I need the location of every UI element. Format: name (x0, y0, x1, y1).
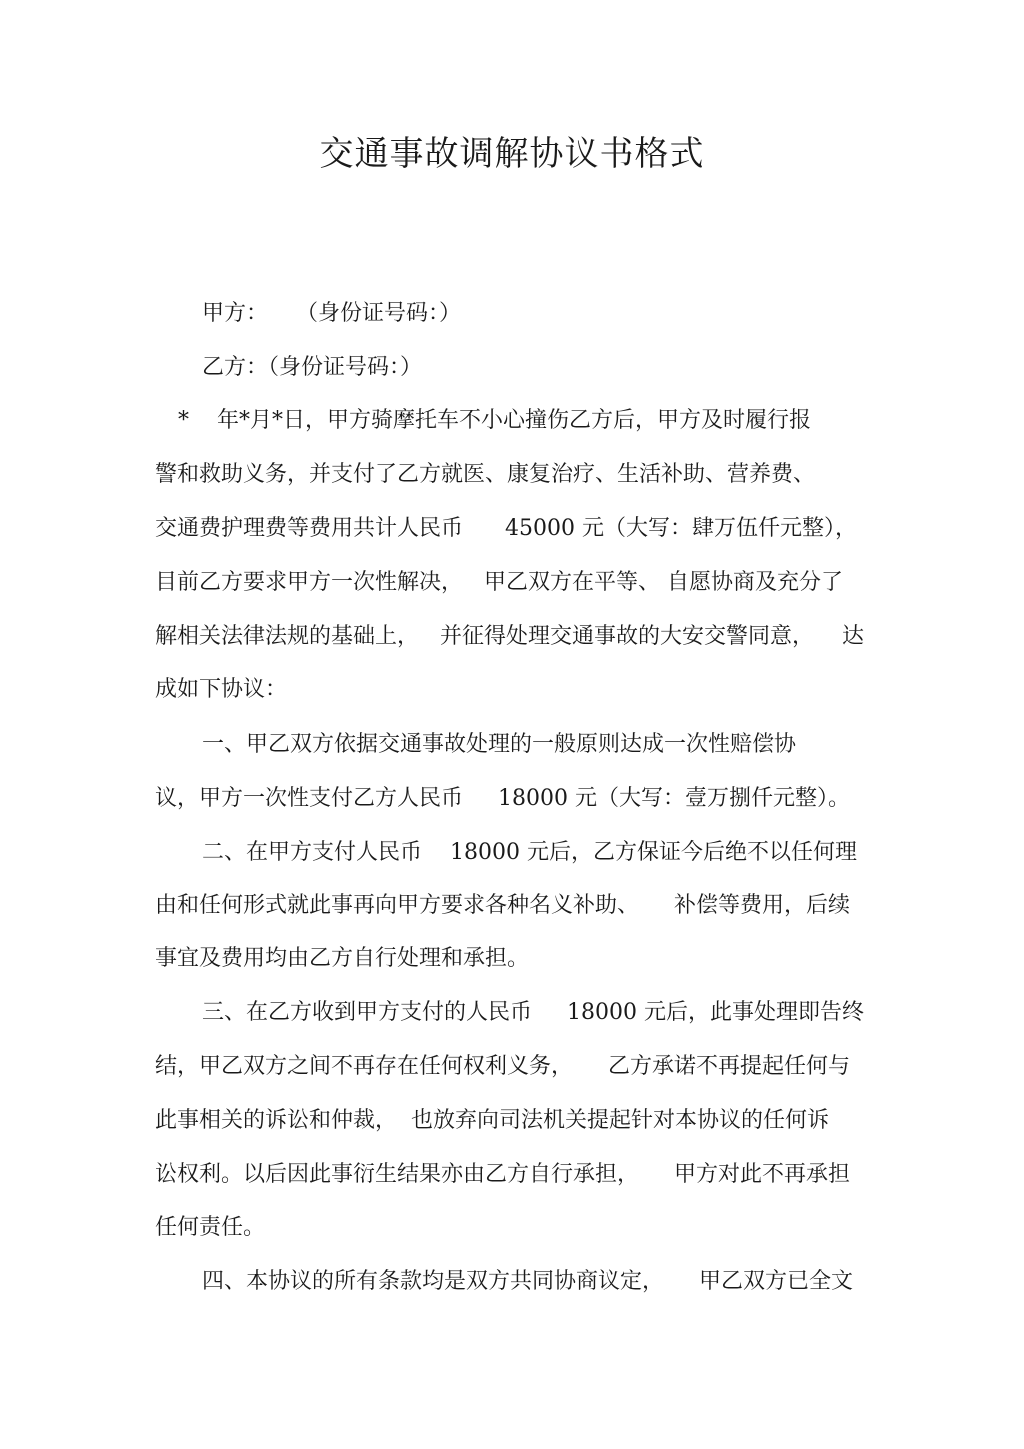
clause-3-line: 此事相关的诉讼和仲裁， 也放弃向司法机关提起针对本协议的任何诉 (155, 1108, 829, 1133)
party-a-line: 甲方： （身份证号码：） (202, 301, 461, 326)
clause-2-line: 由和任何形式就此事再向甲方要求各种名义补助、 补偿等费用，后续 (155, 893, 850, 918)
body-line: 解相关法律法规的基础上， 并征得处理交通事故的大安交警同意， 达 (155, 624, 864, 649)
clause-3-line: 讼权利。以后因此事衍生结果亦由乙方自行承担， 甲方对此不再承担 (155, 1162, 850, 1187)
clause-1-line: 一、甲乙双方依据交通事故处理的一般原则达成一次性赔偿协 (202, 732, 797, 757)
party-b-line: 乙方：（身份证号码：） (202, 355, 423, 380)
body-line: 交通费护理费等费用共计人民币 45000 元（大写：肆万伍仟元整）， (155, 516, 857, 541)
clause-2-line: 二、在甲方支付人民币 18000 元后，乙方保证今后绝不以任何理 (202, 840, 857, 865)
body-line: 成如下协议： (155, 677, 288, 702)
clause-2-line: 事宜及费用均由乙方自行处理和承担。 (155, 946, 530, 971)
clause-1-line: 议，甲方一次性支付乙方人民币 18000 元（大写：壹万捌仟元整）。 (155, 786, 850, 811)
body-line: 警和救助义务，并支付了乙方就医、康复治疗、生活补助、营养费、 (155, 462, 816, 487)
clause-3-line: 三、在乙方收到甲方支付的人民币 18000 元后，此事处理即告终 (202, 1000, 864, 1025)
body-line: 目前乙方要求甲方一次性解决， 甲乙双方在平等、 自愿协商及充分了 (155, 570, 843, 595)
clause-4-line: 四、本协议的所有条款均是双方共同协商议定， 甲乙双方已全文 (202, 1269, 853, 1294)
clause-3-line: 结，甲乙双方之间不再存在任何权利义务， 乙方承诺不再提起任何与 (155, 1054, 850, 1079)
body-line: * 年*月*日，甲方骑摩托车不小心撞伤乙方后，甲方及时履行报 (178, 408, 811, 433)
clause-3-line: 任何责任。 (155, 1215, 266, 1240)
document-title: 交通事故调解协议书格式 (319, 134, 705, 174)
